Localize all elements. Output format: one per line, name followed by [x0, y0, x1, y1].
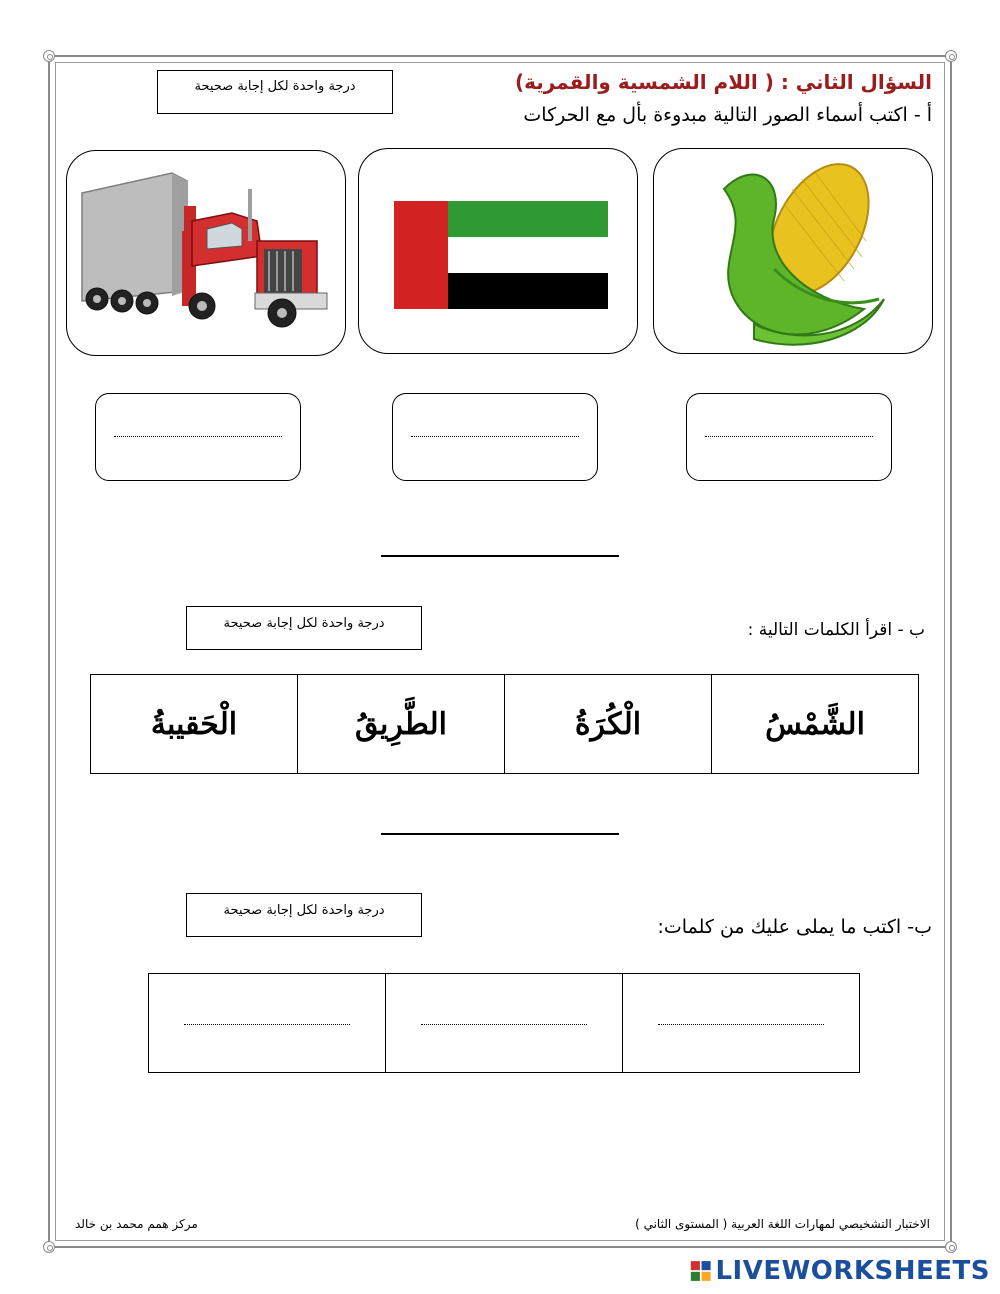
grade-note-box-c: [186, 893, 422, 937]
picture-card-flag: [358, 148, 638, 354]
words-table: [90, 674, 919, 774]
question-instruction-b: ب - اقرأ الكلمات التالية :: [747, 620, 925, 640]
dictation-answer-cell[interactable]: [386, 974, 623, 1073]
section-separator: [381, 555, 619, 557]
answer-dotted-line: [658, 1024, 824, 1025]
uae-flag-icon: [359, 149, 638, 354]
picture-card-truck: [66, 150, 346, 356]
grade-note-text: درجة واحدة لكل إجابة صحيحة: [223, 616, 385, 631]
corner-ornament: [43, 1241, 55, 1253]
liveworksheets-icon: [690, 1258, 711, 1284]
liveworksheets-logo[interactable]: [690, 1255, 990, 1287]
grade-note-box-b: [186, 606, 422, 650]
answer-dotted-line: [114, 436, 282, 437]
word-cell: الطَّرِيقُ: [298, 675, 505, 774]
question-instruction-c: ب- اكتب ما يملى عليك من كلمات:: [657, 916, 932, 938]
answer-dotted-line: [184, 1024, 350, 1025]
corner-ornament: [945, 50, 957, 62]
answer-box-flag[interactable]: [392, 393, 598, 481]
grade-note-text: درجة واحدة لكل إجابة صحيحة: [194, 79, 356, 94]
corner-ornament: [43, 50, 55, 62]
dictation-table: [148, 973, 860, 1073]
answer-dotted-line: [411, 436, 579, 437]
dictation-answer-cell[interactable]: [149, 974, 386, 1073]
table-row: [149, 974, 860, 1073]
answer-dotted-line: [705, 436, 873, 437]
footer-center-name: مركز همم محمد بن خالد: [75, 1217, 198, 1231]
grade-note-box-a: [157, 70, 393, 114]
answer-box-corn[interactable]: [686, 393, 892, 481]
picture-card-corn: [653, 148, 933, 354]
grade-note-text: درجة واحدة لكل إجابة صحيحة: [223, 903, 385, 918]
answer-box-truck[interactable]: [95, 393, 301, 481]
brand-name: LIVEWORKSHEETS: [715, 1256, 990, 1286]
corn-icon: [654, 149, 933, 354]
truck-icon: [67, 151, 346, 356]
question-instruction-a: أ - اكتب أسماء الصور التالية مبدوءة بأل مع الحركات: [523, 104, 932, 126]
dictation-answer-cell[interactable]: [623, 974, 860, 1073]
footer-test-title: الاختبار التشخيصي لمهارات اللغة العربية ( المستوى الثاني ): [635, 1217, 930, 1231]
section-separator: [381, 833, 619, 835]
word-cell: الْحَقيبةُ: [91, 675, 298, 774]
word-cell: الشَّمْسُ: [712, 675, 919, 774]
question-title: السؤال الثاني : ( اللام الشمسية والقمرية): [515, 70, 932, 94]
answer-dotted-line: [421, 1024, 587, 1025]
corner-ornament: [945, 1241, 957, 1253]
table-row: [91, 675, 919, 774]
word-cell: الْكُرَةُ: [505, 675, 712, 774]
